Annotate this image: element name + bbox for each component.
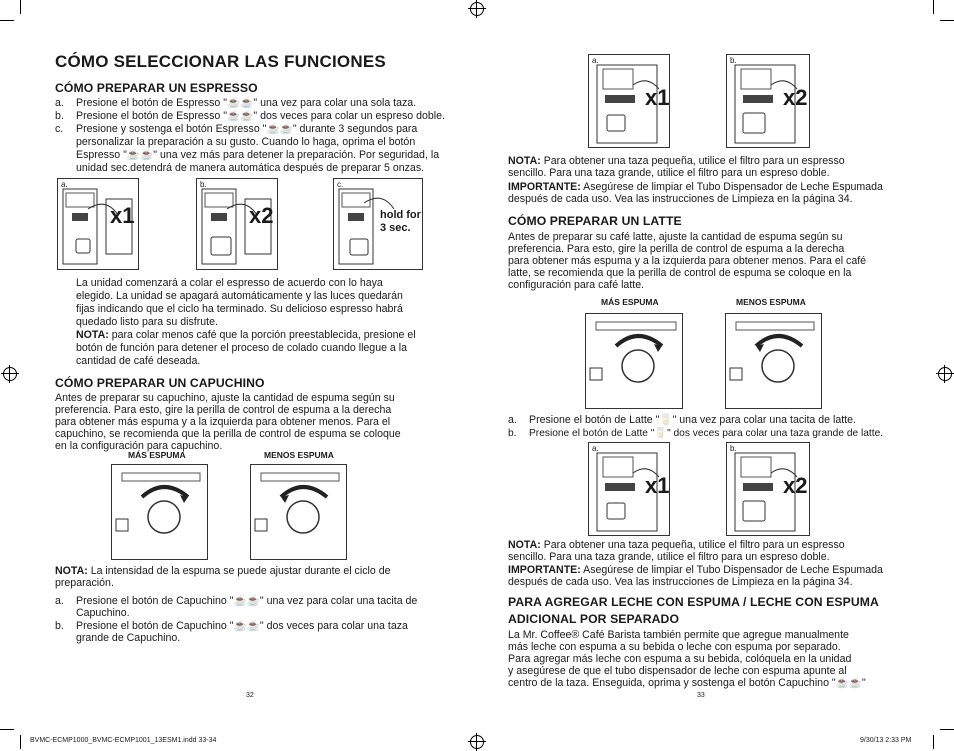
- paragraph-line: preferencia. Para esto, gire la perilla de control de espuma a la derecha: [55, 404, 392, 416]
- note: NOTA: Para obtener una taza pequeña, utilice el filtro para un espresso: [508, 539, 845, 551]
- paragraph-line: para obtener más espuma y a la izquierda para obtener menos. Para el: [55, 416, 391, 428]
- paragraph-line: después de cada uso. Vea las instrucciones de Limpieza en la página 34.: [508, 193, 853, 205]
- paragraph-line: La Mr. Coffee® Café Barista también permite que agregue manualmente: [508, 629, 849, 641]
- froth-knob-illustration: [725, 313, 822, 409]
- press-count: x1: [110, 203, 135, 228]
- paragraph-line: Antes de preparar su café latte, ajuste la cantidad de espuma según su: [508, 231, 843, 243]
- capuchino-heading: CÓMO PREPARAR UN CAPUCHINO: [55, 376, 265, 390]
- crop-mark: [0, 729, 14, 730]
- list-item: b. Presione el botón de Capuchino "☕☕" dos veces para colar una taza: [55, 620, 408, 632]
- crop-mark: [20, 735, 21, 749]
- machine-illustration: a. x1: [588, 54, 670, 148]
- froth-knob-illustration: [250, 464, 347, 560]
- page-title: CÓMO SELECCIONAR LAS FUNCIONES: [55, 52, 386, 71]
- machine-illustration: a. x1: [588, 442, 670, 536]
- paragraph-line: La unidad comenzará a colar el espresso de acuerdo con lo haya: [76, 277, 383, 289]
- paragraph-line: grande de Capuchino.: [76, 632, 181, 644]
- paragraph-line: latte, se recomienda que la perilla de control de espuma se coloque en la: [508, 267, 852, 279]
- paragraph-line: sencillo. Para una taza grande, utilice el filtro para un espreso doble.: [508, 167, 830, 179]
- hold-instruction: hold for 3 sec.: [380, 209, 421, 234]
- paragraph-line: personalizar la preparación a su gusto. Cuando lo haga, oprima el botón: [76, 136, 416, 148]
- menos-espuma-caption: MENOS ESPUMA: [264, 450, 334, 460]
- press-count: x2: [783, 85, 808, 110]
- list-item: c. Presione y sostenga el botón Espresso "☕☕" durante 3 segundos para: [55, 123, 418, 135]
- paragraph-line: quedado listo para su disfrute.: [76, 316, 218, 328]
- paragraph-line: elegido. La unidad se apagará automáticamente y las luces quedarán: [76, 290, 403, 302]
- paragraph-line: y asegúrese de que el tubo dispensador de leche con espuma apunte al: [508, 665, 847, 677]
- crop-mark: [940, 20, 954, 21]
- important-note: IMPORTANTE: Asegúrese de limpiar el Tubo Dispensador de Leche Espumada: [508, 564, 883, 576]
- latte-heading: CÓMO PREPARAR UN LATTE: [508, 214, 682, 228]
- paragraph-line: capuchino, se recomienda que la perilla de control de espuma se coloque: [55, 428, 401, 440]
- registration-mark-icon: [470, 735, 484, 749]
- press-count: x1: [645, 85, 670, 110]
- page-number: 32: [246, 692, 254, 699]
- paragraph-line: más leche con espuma a su bebida o leche con espuma por separado.: [508, 641, 841, 653]
- machine-illustration: a. x1: [57, 178, 139, 270]
- paragraph-line: después de cada uso. Vea las instrucciones de Limpieza en la página 34.: [508, 576, 853, 588]
- machine-illustration: c. hold for 3 sec.: [333, 178, 423, 270]
- note: NOTA: Para obtener una taza pequeña, utilice el filtro para un espresso: [508, 155, 845, 167]
- mas-espuma-caption: MÁS ESPUMA: [128, 450, 186, 460]
- paragraph-line: para obtener más espuma y a la izquierda para obtener menos. Para el café: [508, 255, 867, 267]
- mas-espuma-caption: MÁS ESPUMA: [601, 297, 659, 307]
- registration-mark-icon: [470, 2, 484, 16]
- paragraph-line: Antes de preparar su capuchino, ajuste la cantidad de espuma según su: [55, 392, 395, 404]
- paragraph-line: botón de función para detener el proceso de colado cuando llegue a la: [76, 342, 408, 354]
- espresso-heading: CÓMO PREPARAR UN ESPRESSO: [55, 81, 258, 95]
- paragraph-line: centro de la taza. Enseguida, oprima y sostenga el botón Capuchino "☕☕": [508, 677, 866, 689]
- page-number: 33: [697, 692, 705, 699]
- paragraph-line: preferencia. Para esto, gire la perilla de control de espuma a la derecha: [508, 243, 845, 255]
- froth-dial-icon: [112, 465, 207, 559]
- press-count: x1: [645, 473, 670, 498]
- press-count: x2: [783, 473, 808, 498]
- paragraph-line: Espresso "☕☕" una vez más para detener la preparación. Por seguridad, la: [76, 149, 440, 161]
- list-item: b. Presione el botón de Espresso "☕☕" dos veces para colar un espreso doble.: [55, 110, 445, 122]
- paragraph-line: Capuchino.: [76, 607, 130, 619]
- froth-dial-icon: [586, 314, 682, 408]
- menos-espuma-caption: MENOS ESPUMA: [736, 297, 806, 307]
- list-item: a. Presione el botón de Capuchino "☕☕" una vez para colar una tacita de: [55, 595, 418, 607]
- froth-knob-illustration: [111, 464, 208, 560]
- machine-illustration: b. x2: [726, 442, 810, 536]
- note: NOTA: La intensidad de la espuma se puede ajustar durante el ciclo de: [55, 565, 391, 577]
- important-note: IMPORTANTE: Asegúrese de limpiar el Tubo Dispensador de Leche Espumada: [508, 181, 883, 193]
- registration-mark-icon: [3, 367, 17, 381]
- paragraph-line: fijas indicando que el ciclo ha terminado. Su delicioso espresso habrá: [76, 303, 403, 315]
- registration-mark-icon: [938, 367, 952, 381]
- paragraph-line: unidad sec.detendrá de manera automática después de preparar 5 onzas.: [76, 162, 425, 174]
- froth-dial-icon: [726, 314, 821, 408]
- list-item: b. Presione el botón de Latte "🥛" dos veces para colar una taza grande de latte.: [508, 428, 884, 439]
- file-slug: BVMC-ECMP1000_BVMC-ECMP1001_13ESM1.indd 33-34: [30, 737, 217, 744]
- froth-dial-icon: [251, 465, 346, 559]
- crop-mark: [933, 735, 934, 749]
- list-item: a. Presione el botón de Espresso "☕☕" una vez para colar una sola taza.: [55, 97, 417, 109]
- paragraph-line: Para agregar más leche con espuma a su bebida, colóquela en la unidad: [508, 653, 852, 665]
- list-item: a. Presione el botón de Latte "🥛" una vez para colar una tacita de latte.: [508, 414, 856, 426]
- froth-knob-illustration: [585, 313, 683, 409]
- machine-illustration: b. x2: [726, 54, 810, 148]
- note: NOTA: para colar menos café que la porción preestablecida, presione el: [76, 329, 416, 341]
- print-date: 9/30/13 2:33 PM: [860, 737, 912, 744]
- paragraph-line: cantidad de café deseada.: [76, 355, 201, 367]
- crop-mark: [0, 20, 14, 21]
- machine-illustration: b. x2: [196, 178, 278, 270]
- paragraph-line: configuración para café latte.: [508, 279, 645, 291]
- leche-heading: ADICIONAL POR SEPARADO: [508, 612, 680, 626]
- press-count: x2: [249, 203, 274, 228]
- paragraph-line: sencillo. Para una taza grande, utilice el filtro para un espreso doble.: [508, 551, 830, 563]
- crop-mark: [20, 0, 21, 14]
- paragraph-line: en la configuración para capuchino.: [55, 440, 223, 452]
- leche-heading: PARA AGREGAR LECHE CON ESPUMA / LECHE CON ESPUMA: [508, 595, 879, 609]
- crop-mark: [940, 729, 954, 730]
- crop-mark: [933, 0, 934, 14]
- paragraph-line: preparación.: [55, 577, 114, 589]
